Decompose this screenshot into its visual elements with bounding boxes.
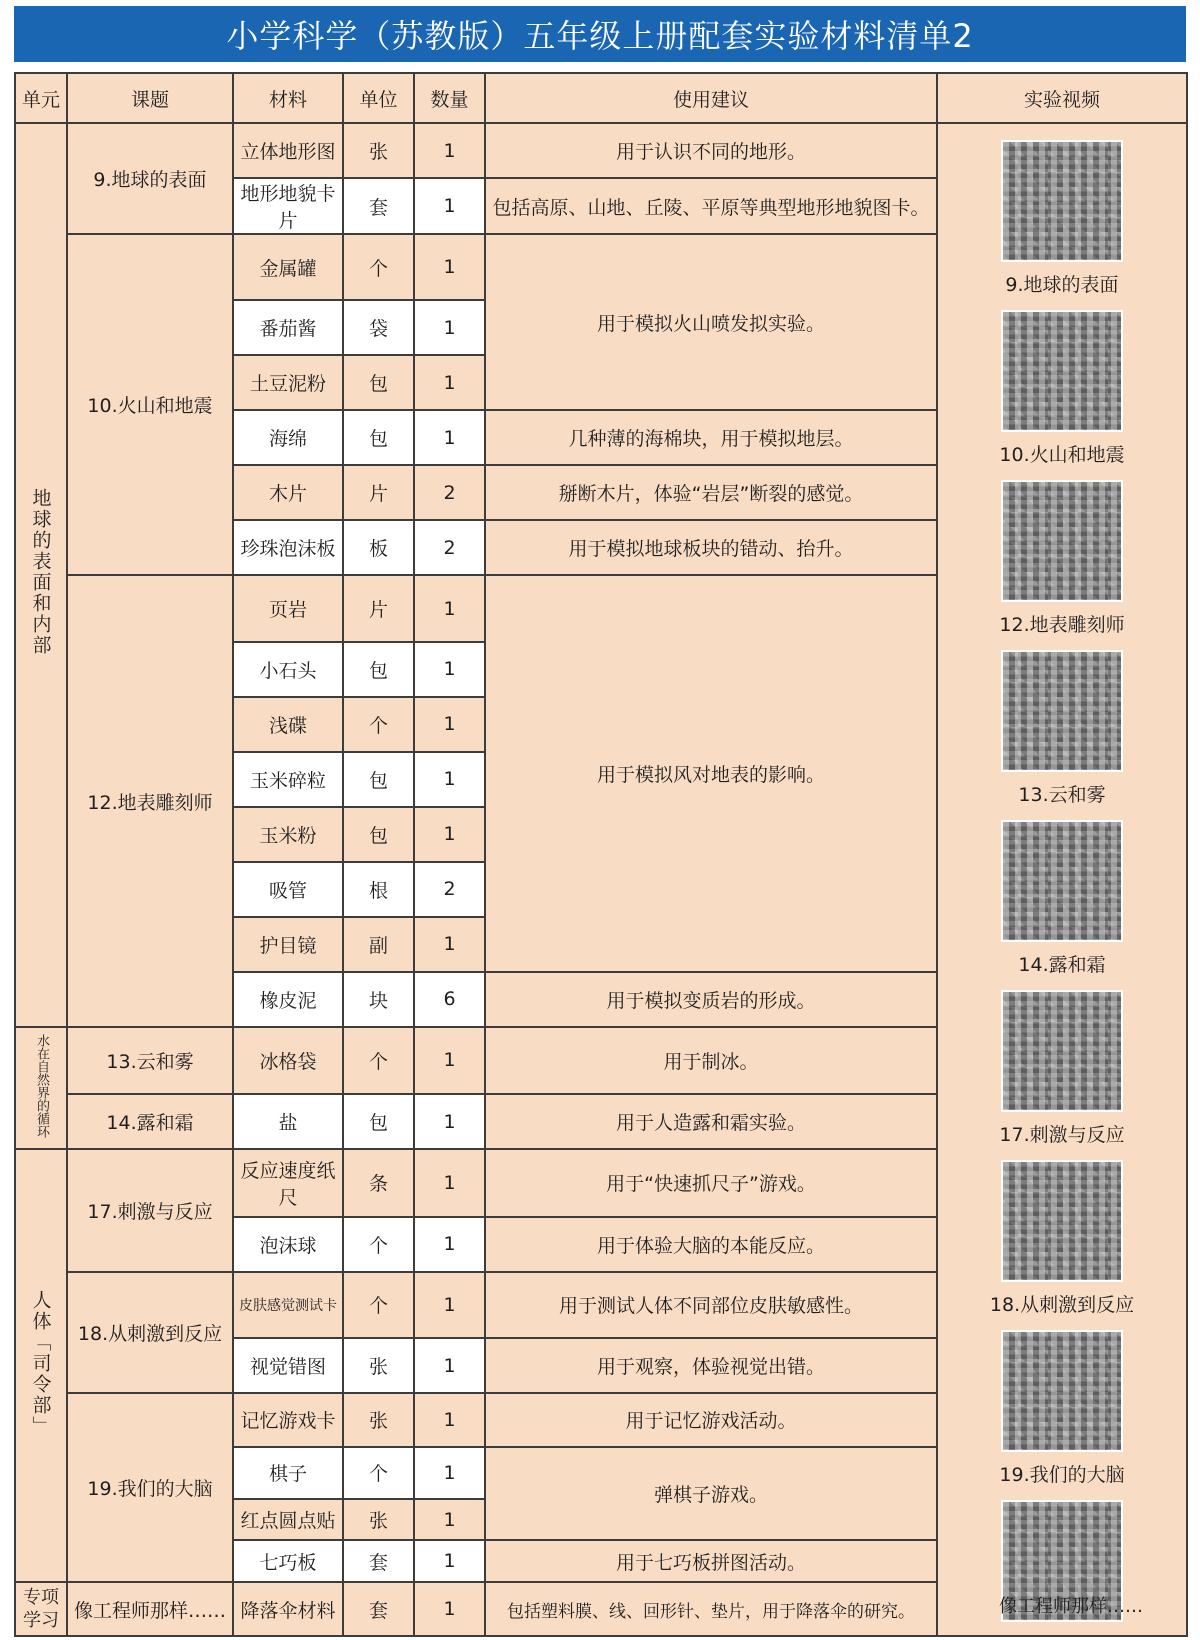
unit-of-measure-cell: 副 [343, 917, 414, 972]
material-cell: 泡沫球 [233, 1217, 343, 1272]
material-cell: 玉米粉 [233, 807, 343, 862]
video-label: 9.地球的表面 [1005, 274, 1119, 296]
header-unit: 单元 [15, 73, 67, 123]
usage-cell: 用于制冰。 [485, 1027, 937, 1094]
material-cell: 反应速度纸尺 [233, 1149, 343, 1216]
usage-cell: 用于“快速抓尺子”游戏。 [485, 1149, 937, 1216]
quantity-cell: 1 [414, 1094, 485, 1150]
unit-of-measure-cell: 片 [343, 465, 414, 520]
quantity-cell: 1 [414, 1217, 485, 1272]
usage-cell: 几种薄的海棉块，用于模拟地层。 [485, 410, 937, 465]
lesson-cell: 9.地球的表面 [67, 123, 233, 234]
qr-code-icon[interactable] [1001, 310, 1123, 432]
video-label: 19.我们的大脑 [999, 1464, 1125, 1486]
unit-of-measure-cell: 个 [343, 697, 414, 752]
material-cell: 皮肤感觉测试卡 [233, 1272, 343, 1338]
header-quantity: 数量 [414, 73, 485, 123]
material-cell: 小石头 [233, 642, 343, 697]
material-cell: 番茄酱 [233, 300, 343, 355]
unit-of-measure-cell: 条 [343, 1149, 414, 1216]
quantity-cell: 1 [414, 1499, 485, 1540]
material-cell: 七巧板 [233, 1540, 343, 1582]
page-title: 小学科学（苏教版）五年级上册配套实验材料清单2 [14, 6, 1186, 62]
table-row [15, 123, 1187, 178]
unit-of-measure-cell: 个 [343, 1027, 414, 1094]
video-label: 13.云和雾 [1018, 784, 1106, 806]
material-cell: 立体地形图 [233, 123, 343, 178]
quantity-cell: 1 [414, 642, 485, 697]
usage-cell: 用于模拟地球板块的错动、抬升。 [485, 520, 937, 575]
quantity-cell: 1 [414, 234, 485, 300]
material-cell: 冰格袋 [233, 1027, 343, 1094]
qr-code-icon[interactable] [1001, 1160, 1123, 1282]
header-measure: 单位 [343, 73, 414, 123]
quantity-cell: 1 [414, 1149, 485, 1216]
unit-cell: 专项学习 [15, 1582, 67, 1636]
material-cell: 棋子 [233, 1447, 343, 1499]
video-item[interactable] [999, 1330, 1124, 1487]
material-cell: 橡皮泥 [233, 972, 343, 1027]
unit-of-measure-cell: 张 [343, 1338, 414, 1393]
unit-of-measure-cell: 张 [343, 123, 414, 178]
unit-of-measure-cell: 包 [343, 1094, 414, 1150]
usage-cell: 掰断木片，体验“岩层”断裂的感觉。 [485, 465, 937, 520]
quantity-cell: 1 [414, 1338, 485, 1393]
quantity-cell: 2 [414, 465, 485, 520]
unit-of-measure-cell: 个 [343, 1217, 414, 1272]
usage-cell: 用于人造露和霜实验。 [485, 1094, 937, 1150]
header-row [15, 73, 1187, 123]
unit-of-measure-cell: 张 [343, 1393, 414, 1446]
quantity-cell: 1 [414, 355, 485, 410]
video-item[interactable] [990, 1160, 1134, 1317]
material-cell: 海绵 [233, 410, 343, 465]
material-cell: 吸管 [233, 862, 343, 917]
quantity-cell: 2 [414, 520, 485, 575]
video-label: 12.地表雕刻师 [999, 614, 1125, 636]
usage-cell: 弹棋子游戏。 [485, 1447, 937, 1540]
video-item[interactable] [999, 990, 1124, 1147]
material-cell: 玉米碎粒 [233, 752, 343, 807]
unit-of-measure-cell: 个 [343, 1272, 414, 1338]
unit-of-measure-cell: 套 [343, 1582, 414, 1636]
unit-of-measure-cell: 块 [343, 972, 414, 1027]
material-cell: 土豆泥粉 [233, 355, 343, 410]
material-cell: 红点圆点贴 [233, 1499, 343, 1540]
unit-of-measure-cell: 根 [343, 862, 414, 917]
quantity-cell: 6 [414, 972, 485, 1027]
unit-of-measure-cell: 片 [343, 575, 414, 641]
quantity-cell: 1 [414, 1582, 485, 1636]
video-item[interactable] [999, 310, 1124, 467]
usage-cell: 用于模拟火山喷发拟实验。 [485, 234, 937, 410]
material-cell: 护目镜 [233, 917, 343, 972]
quantity-cell: 1 [414, 300, 485, 355]
quantity-cell: 1 [414, 123, 485, 178]
video-label: 14.露和霜 [1018, 954, 1106, 976]
usage-cell: 用于记忆游戏活动。 [485, 1393, 937, 1446]
unit-of-measure-cell: 套 [343, 1540, 414, 1582]
quantity-cell: 1 [414, 697, 485, 752]
usage-cell: 用于七巧板拼图活动。 [485, 1540, 937, 1582]
header-video: 实验视频 [937, 73, 1187, 123]
quantity-cell: 1 [414, 807, 485, 862]
material-cell: 降落伞材料 [233, 1582, 343, 1636]
material-cell: 珍珠泡沫板 [233, 520, 343, 575]
quantity-cell: 1 [414, 1027, 485, 1094]
material-cell: 地形地貌卡片 [233, 178, 343, 234]
unit-of-measure-cell: 板 [343, 520, 414, 575]
video-item[interactable] [1001, 140, 1123, 297]
quantity-cell: 1 [414, 410, 485, 465]
material-cell: 金属罐 [233, 234, 343, 300]
qr-code-icon[interactable] [1001, 820, 1123, 942]
usage-cell: 用于模拟变质岩的形成。 [485, 972, 937, 1027]
video-footer-label: 像工程师那样…… [999, 1596, 1143, 1617]
lesson-cell: 12.地表雕刻师 [67, 575, 233, 1026]
lesson-cell: 19.我们的大脑 [67, 1393, 233, 1582]
video-label: 17.刺激与反应 [999, 1124, 1125, 1146]
unit-cell: 水在自然界的循环 [15, 1027, 67, 1149]
usage-cell: 用于体验大脑的本能反应。 [485, 1217, 937, 1272]
unit-of-measure-cell: 包 [343, 410, 414, 465]
usage-cell: 包括塑料膜、线、回形针、垫片，用于降落伞的研究。 [485, 1582, 937, 1636]
quantity-cell: 1 [414, 178, 485, 234]
unit-of-measure-cell: 张 [343, 1499, 414, 1540]
qr-code-icon[interactable] [1001, 140, 1123, 262]
quantity-cell: 1 [414, 1272, 485, 1338]
material-cell: 木片 [233, 465, 343, 520]
video-label: 10.火山和地震 [999, 444, 1125, 466]
material-cell: 盐 [233, 1094, 343, 1150]
usage-cell: 包括高原、山地、丘陵、平原等典型地形地貌图卡。 [485, 178, 937, 234]
unit-of-measure-cell: 包 [343, 807, 414, 862]
lesson-cell: 18.从刺激到反应 [67, 1272, 233, 1393]
lesson-cell: 14.露和霜 [67, 1094, 233, 1150]
quantity-cell: 2 [414, 862, 485, 917]
video-item[interactable] [1001, 650, 1123, 807]
unit-cell: 地球的表面和内部 [15, 123, 67, 1027]
header-lesson: 课题 [67, 73, 233, 123]
qr-code-icon[interactable] [1001, 480, 1123, 602]
video-column [937, 123, 1187, 1636]
material-cell: 视觉错图 [233, 1338, 343, 1393]
header-usage: 使用建议 [485, 73, 937, 123]
unit-of-measure-cell: 袋 [343, 300, 414, 355]
unit-of-measure-cell: 个 [343, 1447, 414, 1499]
unit-of-measure-cell: 包 [343, 355, 414, 410]
lesson-cell: 17.刺激与反应 [67, 1149, 233, 1271]
lesson-cell: 13.云和雾 [67, 1027, 233, 1094]
unit-cell: 人体「司令部」 [15, 1149, 67, 1582]
qr-code-icon[interactable] [1001, 990, 1123, 1112]
lesson-cell: 10.火山和地震 [67, 234, 233, 575]
usage-cell: 用于测试人体不同部位皮肤敏感性。 [485, 1272, 937, 1338]
unit-of-measure-cell: 套 [343, 178, 414, 234]
qr-code-icon[interactable] [1001, 1330, 1123, 1452]
unit-of-measure-cell: 个 [343, 234, 414, 300]
unit-of-measure-cell: 包 [343, 642, 414, 697]
material-cell: 页岩 [233, 575, 343, 641]
usage-cell: 用于观察，体验视觉出错。 [485, 1338, 937, 1393]
video-item[interactable] [999, 480, 1124, 637]
qr-code-icon[interactable] [1001, 650, 1123, 772]
quantity-cell: 1 [414, 1540, 485, 1582]
quantity-cell: 1 [414, 752, 485, 807]
material-cell: 记忆游戏卡 [233, 1393, 343, 1446]
lesson-cell: 像工程师那样…… [67, 1582, 233, 1636]
usage-cell: 用于模拟风对地表的影响。 [485, 575, 937, 971]
header-material: 材料 [233, 73, 343, 123]
video-label: 18.从刺激到反应 [989, 1294, 1135, 1316]
unit-of-measure-cell: 包 [343, 752, 414, 807]
materials-table [14, 72, 1188, 1637]
video-item[interactable] [1001, 820, 1123, 977]
quantity-cell: 1 [414, 917, 485, 972]
quantity-cell: 1 [414, 575, 485, 641]
quantity-cell: 1 [414, 1447, 485, 1499]
quantity-cell: 1 [414, 1393, 485, 1446]
usage-cell: 用于认识不同的地形。 [485, 123, 937, 178]
material-cell: 浅碟 [233, 697, 343, 752]
